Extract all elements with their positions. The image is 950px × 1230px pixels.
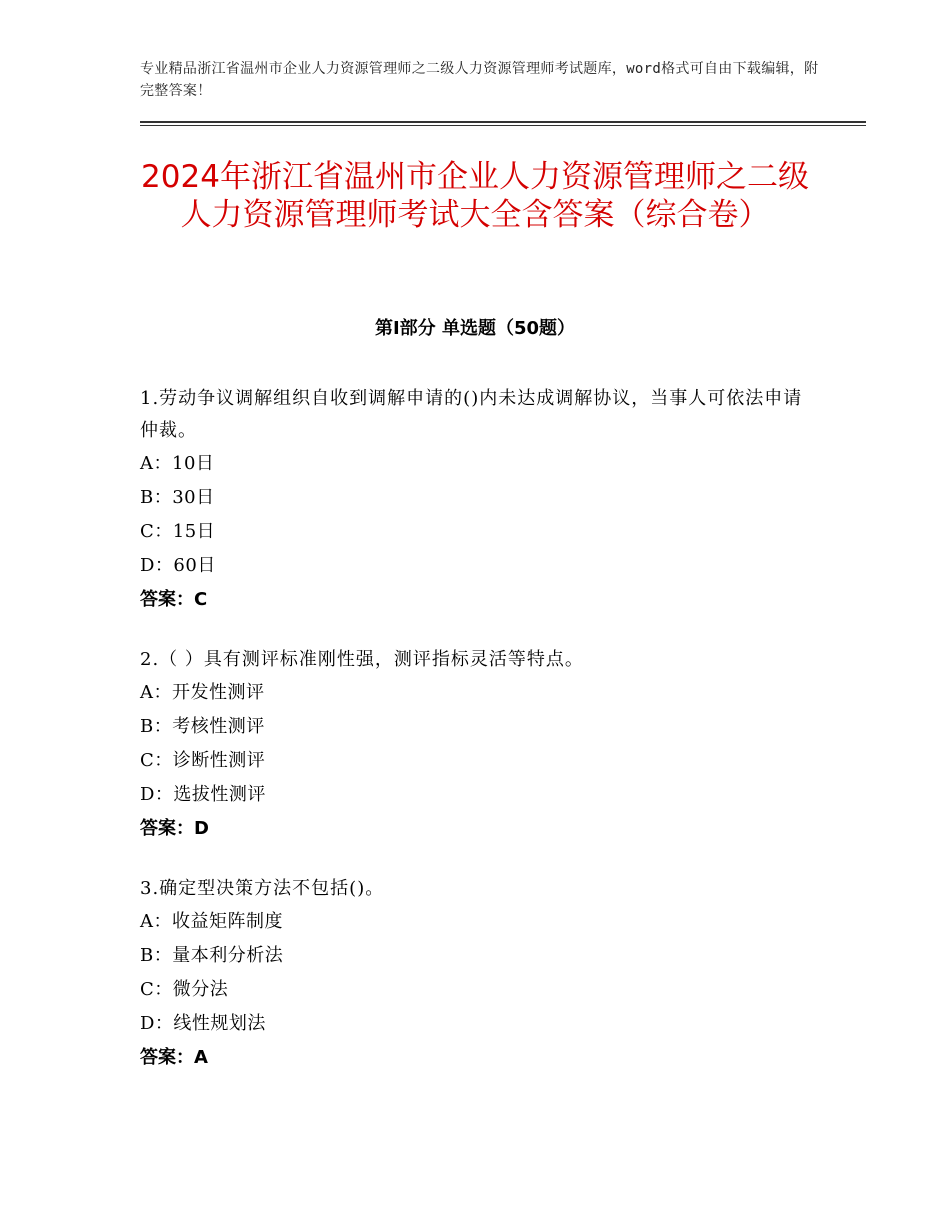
header-rule-thick bbox=[140, 121, 866, 123]
option-c: C：微分法 bbox=[140, 979, 229, 1000]
header-note: 专业精品浙江省温州市企业人力资源管理师之二级人力资源管理师考试题库，word格式可自由下载编辑，附完整答案！ bbox=[140, 61, 819, 99]
question-stem: 1.劳动争议调解组织自收到调解申请的()内未达成调解协议，当事人可依法申请仲裁。 bbox=[140, 388, 803, 441]
question-1 bbox=[140, 383, 810, 617]
document-title: 2024年浙江省温州市企业人力资源管理师之二级人力资源管理师考试大全含答案（综合卷） bbox=[141, 159, 809, 233]
answer-line bbox=[140, 812, 810, 846]
question-stem: 2.（ ）具有测评标准刚性强，测评指标灵活等特点。 bbox=[140, 649, 584, 670]
option-b: B：量本利分析法 bbox=[140, 945, 284, 966]
answer-line bbox=[140, 1041, 810, 1075]
option-d: D：选拔性测评 bbox=[140, 784, 266, 805]
question-stem: 3.确定型决策方法不包括()。 bbox=[140, 878, 385, 899]
option-a: A：10日 bbox=[140, 453, 215, 474]
question-3 bbox=[140, 873, 810, 1075]
answer-label: 答案： bbox=[140, 818, 194, 839]
answer-label: 答案： bbox=[140, 1047, 194, 1068]
question-2 bbox=[140, 644, 810, 846]
header-rule-thin bbox=[140, 125, 866, 126]
option-d: D：60日 bbox=[140, 555, 216, 576]
section-heading: 第Ⅰ部分 单选题（50题） bbox=[374, 318, 575, 339]
option-c: C：15日 bbox=[140, 521, 216, 542]
question-list bbox=[140, 383, 810, 1102]
answer-line bbox=[140, 583, 810, 617]
option-a: A：收益矩阵制度 bbox=[140, 911, 283, 932]
answer-value: D bbox=[194, 818, 209, 839]
option-c: C：诊断性测评 bbox=[140, 750, 266, 771]
option-a: A：开发性测评 bbox=[140, 682, 265, 703]
answer-value: A bbox=[194, 1047, 208, 1068]
option-d: D：线性规划法 bbox=[140, 1013, 266, 1034]
option-b: B：30日 bbox=[140, 487, 215, 508]
answer-label: 答案： bbox=[140, 589, 194, 610]
answer-value: C bbox=[194, 589, 208, 610]
option-b: B：考核性测评 bbox=[140, 716, 265, 737]
